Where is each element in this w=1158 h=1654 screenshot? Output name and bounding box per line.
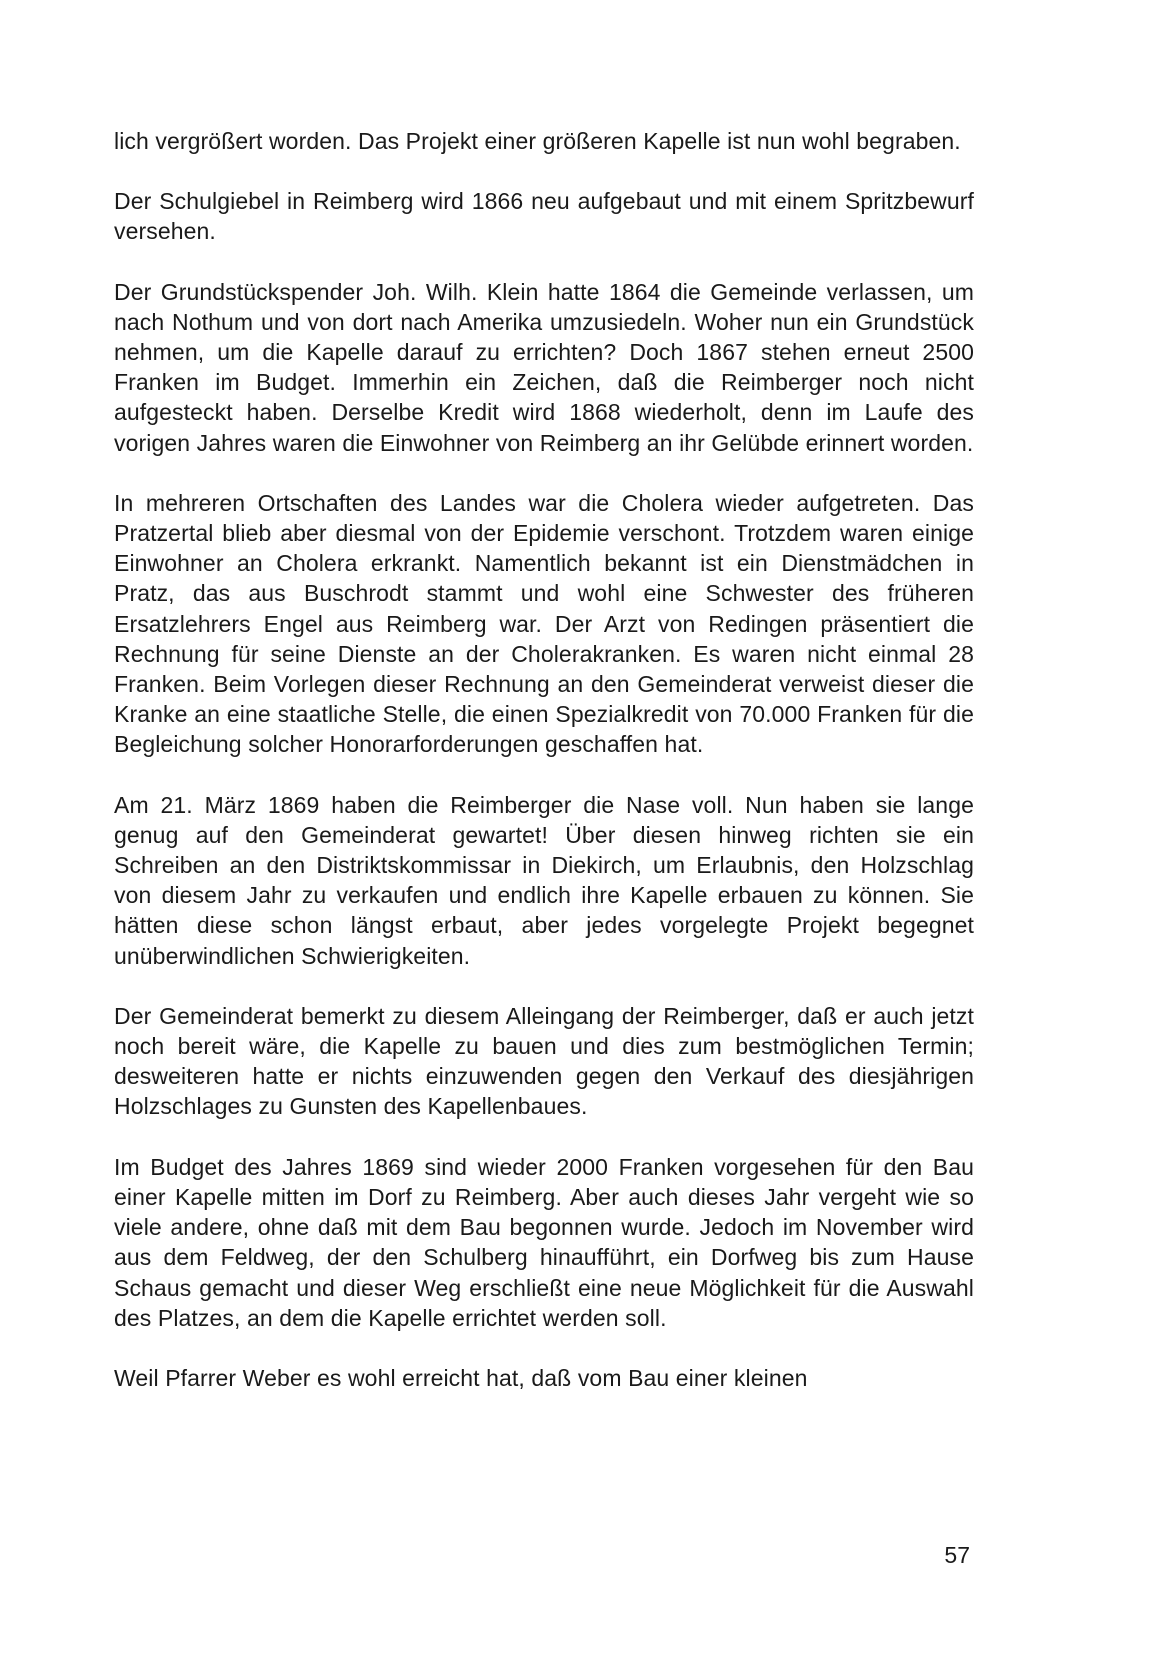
paragraph-4: In mehreren Ortschaften des Landes war die Cholera wieder aufgetreten. Das Pratzertal blieb aber diesmal von der Epidemie verschont. Trotzdem waren einige Einwohner an Cholera erkrankt. Namentlich bekannt ist ein Dienstmädchen in Pratz, das aus Buschrodt stammt und wohl eine Schwester des früheren Ersatzlehrers Engel aus Reimberg war. Der Arzt von Redingen präsentiert die Rechnung für seine Dienste an der Cholerakranken. Es waren nicht einmal 28 Franken. Beim Vorlegen dieser Rechnung an den Gemeinderat verweist dieser die Kranke an eine staatliche Stelle, die einen Spezialkredit von 70.000 Franken für die Begleichung solcher Honorarforderungen geschaffen hat. — [114, 489, 974, 758]
page-number: 57 — [944, 1542, 970, 1568]
paragraph-6: Der Gemeinderat bemerkt zu diesem Alleingang der Reimberger, daß er auch jetzt noch bereit wäre, die Kapelle zu bauen und dies zum bestmöglichen Termin; desweiteren hatte er nichts einzuwenden gegen den Verkauf des diesjährigen Holzschlages zu Gunsten des Kapellenbaues. — [114, 1002, 974, 1120]
paragraph-7: Im Budget des Jahres 1869 sind wieder 2000 Franken vorgesehen für den Bau einer Kapelle mitten im Dorf zu Reimberg. Aber auch dieses Jahr vergeht wie so viele andere, ohne daß mit dem Bau begonnen wurde. Jedoch im November wird aus dem Feldweg, der den Schulberg hinaufführt, ein Dorfweg bis zum Hause Schaus gemacht und dieser Weg erschließt eine neue Möglichkeit für die Auswahl des Platzes, an dem die Kapelle errichtet werden soll. — [114, 1153, 974, 1331]
paragraph-1: lich vergrößert worden. Das Projekt einer größeren Kapelle ist nun wohl begraben. — [114, 128, 961, 154]
paragraph-8: Weil Pfarrer Weber es wohl erreicht hat, daß vom Bau einer kleinen — [114, 1364, 808, 1391]
paragraph-5: Am 21. März 1869 haben die Reimberger die Nase voll. Nun haben sie lange genug auf den Gemeinderat gewartet! Über diesen hinweg richten sie ein Schreiben an den Distriktskommissar in Diekirch, um Erlaubnis, den Holzschlag von diesem Jahr zu verkaufen und endlich ihre Kapelle erbauen zu können. Sie hätten diese schon längst erbaut, aber jedes vorgelegte Projekt begegnet unüberwindlichen Schwierigkeiten. — [114, 791, 974, 969]
paragraph-3: Der Grundstückspender Joh. Wilh. Klein hatte 1864 die Gemeinde verlassen, um nach Nothum und von dort nach Amerika umzusiedeln. Woher nun ein Grundstück nehmen, um die Kapelle darauf zu errichten? Doch 1867 stehen erneut 2500 Franken im Budget. Immerhin ein Zeichen, daß die Reimberger noch nicht aufgesteckt haben. Derselbe Kredit wird 1868 wiederholt, denn im Laufe des vorigen Jahres waren die Einwohner von Reimberg an ihr Gelübde erinnert worden. — [114, 278, 974, 456]
paragraph-2: Der Schulgiebel in Reimberg wird 1866 neu aufgebaut und mit einem Spritzbewurf versehen. — [114, 188, 974, 245]
body-text — [114, 126, 974, 1423]
